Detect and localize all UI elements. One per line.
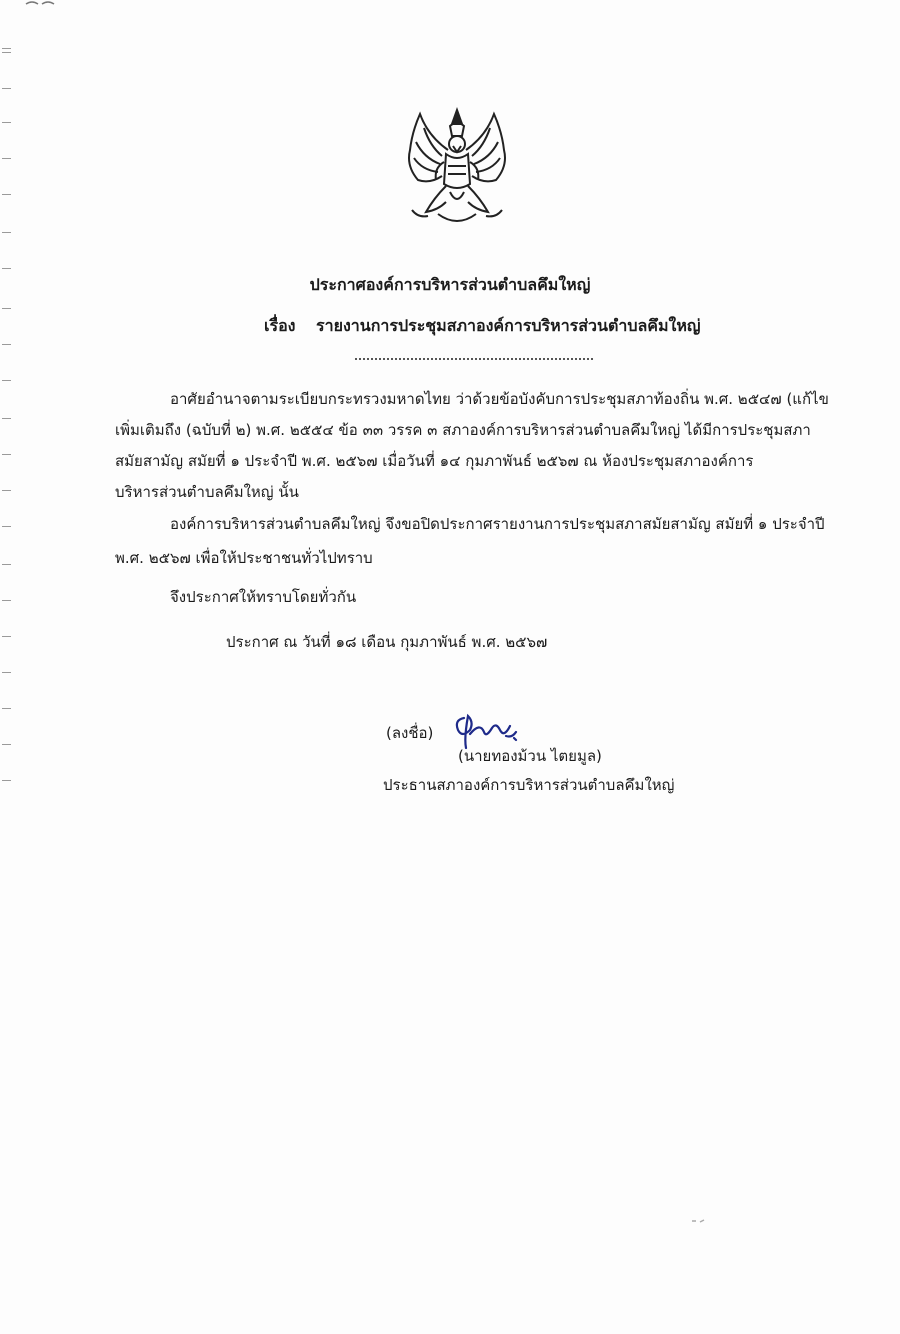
signer-name: (นายทองม้วน ไตยมูล) [458,747,602,765]
subject-label: เรื่อง [264,316,296,335]
para2-line2: พ.ศ. ๒๕๖๗ เพื่อให้ประชาชนทั่วไปทราบ [115,549,373,567]
subject-text: รายงานการประชุมสภาองค์การบริหารส่วนตำบลคึมใหญ่ [316,316,701,335]
closing-statement: จึงประกาศให้ทราบโดยทั่วกัน [170,588,357,606]
announcement-title: ประกาศองค์การบริหารส่วนตำบลคึมใหญ่ [309,275,591,294]
para1-line1: อาศัยอำนาจตามระเบียบกระทรวงมหาดไทย ว่าด้วยข้อบังคับการประชุมสภาท้องถิ่น พ.ศ. ๒๕๔๗ (แก้ไข [170,390,829,408]
garuda-emblem-icon [398,106,516,230]
corner-scan-mark [24,0,60,6]
sign-label: (ลงชื่อ) [386,724,434,742]
para1-line4: บริหารส่วนตำบลคึมใหญ่ นั้น [115,483,299,501]
para2-line1: องค์การบริหารส่วนตำบลคึมใหญ่ จึงขอปิดประกาศรายงานการประชุมสภาสมัยสามัญ สมัยที่ ๑ ประจำปี [170,515,825,533]
left-margin-ticks [0,40,14,800]
scan-smudge [690,1218,710,1224]
signer-position: ประธานสภาองค์การบริหารส่วนตำบลคึมใหญ่ [383,776,675,794]
announcement-date: ประกาศ ณ วันที่ ๑๘ เดือน กุมภาพันธ์ พ.ศ. ๒๕๖๗ [226,633,548,651]
para1-line3: สมัยสามัญ สมัยที่ ๑ ประจำปี พ.ศ. ๒๕๖๗ เมื่อวันที่ ๑๔ กุมภาพันธ์ ๒๕๖๗ ณ ห้องประชุมสภาองค์การ [115,452,754,470]
para1-line2: เพิ่มเติมถึง (ฉบับที่ ๒) พ.ศ. ๒๕๕๔ ข้อ ๓๓ วรรค ๓ สภาองค์การบริหารส่วนตำบลคึมใหญ่ ได้มีการประชุมสภา [115,421,811,439]
dotted-separator [355,358,593,360]
